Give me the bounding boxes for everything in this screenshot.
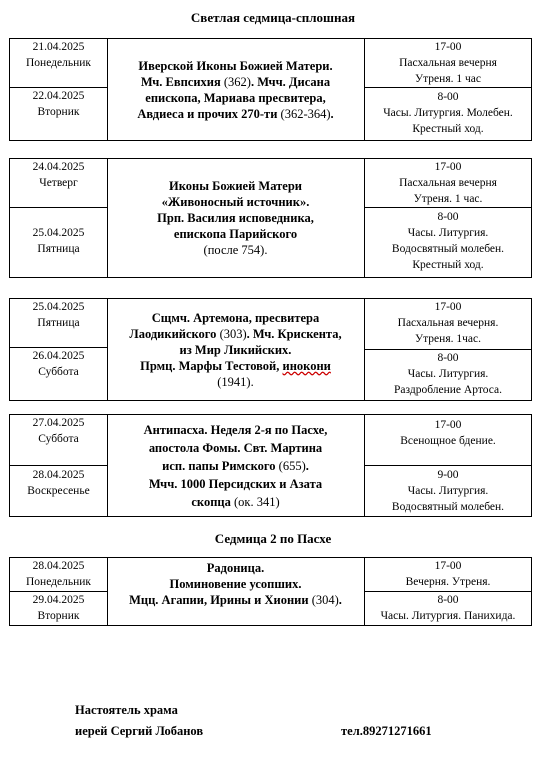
- service-line: Часы. Литургия. Молебен.: [383, 107, 513, 119]
- feast-line: исп. папы Римского (655).: [162, 458, 309, 473]
- service-line: Пасхальная вечерня.: [397, 317, 499, 329]
- feast-description: [108, 299, 363, 400]
- day-cell: [10, 467, 107, 499]
- service-line: Утреня. 1час.: [415, 333, 481, 345]
- schedule-block-5: [9, 557, 532, 626]
- service-time: 17-00: [434, 301, 462, 313]
- services-column: [364, 558, 531, 625]
- service-line: Крестный ход.: [412, 123, 484, 135]
- services-column: [364, 415, 531, 516]
- service-cell: [365, 39, 531, 87]
- services-column: [364, 39, 531, 140]
- feast-line: Авдиеса и прочих 270-ти (362-364).: [137, 106, 334, 121]
- feast-line: епископа, Мариава пресвитера,: [145, 90, 326, 105]
- dates-column: [10, 299, 108, 400]
- service-time: 8-00: [437, 352, 459, 364]
- feast-line: Иконы Божией Матери: [168, 179, 302, 193]
- feast-line: скопца (ок. 341): [191, 494, 280, 509]
- weekday-text: Воскресенье: [27, 485, 90, 497]
- feast-description: [108, 39, 363, 140]
- dates-column: [10, 558, 108, 625]
- service-time: 8-00: [437, 594, 459, 606]
- service-cell: [365, 299, 531, 347]
- feast-line: Поминовение усопших.: [169, 577, 302, 591]
- date-text: 28.04.2025: [32, 560, 85, 572]
- service-line: Часы. Литургия.: [407, 227, 489, 239]
- feast-line: Мчч. 1000 Персидских и Азата: [148, 476, 323, 491]
- weekday-text: Вторник: [37, 106, 80, 118]
- section-title-bright-week: Светлая седмица-сплошная: [190, 10, 356, 25]
- feast-line: Антипасха. Неделя 2-я по Пасхе,: [143, 422, 328, 437]
- feast-line: апостола Фомы. Свт. Мартина: [148, 440, 323, 455]
- day-cell: [10, 225, 107, 257]
- feast-line: Сщмч. Артемона, пресвитера: [151, 310, 320, 325]
- service-cell: [365, 417, 531, 449]
- service-cell: [365, 159, 531, 207]
- feast-line: Прмц. Марфы Тестовой, инокони: [140, 358, 331, 373]
- service-time: 8-00: [437, 91, 459, 103]
- feast-line: Мч. Евпсихия (362). Мчч. Дисана: [140, 74, 331, 89]
- service-time: 17-00: [434, 161, 462, 173]
- signature-block: [75, 700, 203, 742]
- service-cell: [365, 467, 531, 515]
- service-line: Утреня. 1 час: [415, 73, 481, 85]
- weekday-text: Пятница: [37, 317, 80, 329]
- feast-description: [108, 415, 363, 516]
- date-text: 27.04.2025: [32, 417, 85, 429]
- service-line: Крестный ход.: [412, 259, 484, 271]
- service-time: 17-00: [434, 41, 462, 53]
- section-title-second-week: Седмица 2 по Пасхе: [214, 531, 332, 546]
- date-text: 25.04.2025: [32, 227, 85, 239]
- service-line: Часы. Литургия.: [407, 485, 489, 497]
- service-line: Пасхальная вечерня: [399, 177, 497, 189]
- day-cell: [10, 592, 107, 624]
- weekday-text: Суббота: [38, 433, 79, 445]
- date-text: 29.04.2025: [32, 594, 85, 606]
- weekday-text: Понедельник: [26, 57, 91, 69]
- feast-line: Мцц. Агапии, Ирины и Хионии (304).: [129, 593, 342, 607]
- service-line: Водосвятный молебен.: [391, 501, 505, 513]
- services-column: [364, 159, 531, 277]
- day-cell: [10, 159, 107, 191]
- feast-line: «Живоносный источник».: [161, 195, 310, 209]
- service-time: 17-00: [434, 560, 462, 572]
- weekday-text: Четверг: [39, 177, 78, 189]
- day-cell: [10, 415, 107, 447]
- schedule-block-4: [9, 414, 532, 517]
- service-cell: [365, 592, 531, 624]
- phone-number: тел.89271271661: [341, 724, 432, 738]
- date-text: 26.04.2025: [32, 350, 85, 362]
- feast-line: Иверской Иконы Божией Матери.: [138, 58, 333, 73]
- feast-line: Лаодикийского (303). Мч. Крискента,: [129, 326, 342, 341]
- feast-line: Радоница.: [206, 561, 265, 575]
- service-time: 8-00: [437, 211, 459, 223]
- feast-description: [108, 159, 363, 277]
- service-line: Раздробление Артоса.: [394, 384, 502, 396]
- day-cell: [10, 39, 107, 71]
- feast-description: [108, 558, 363, 625]
- rector-title: Настоятель храма: [75, 703, 178, 717]
- service-cell: [365, 350, 531, 398]
- weekday-text: Вторник: [37, 610, 80, 622]
- day-cell: [10, 348, 107, 380]
- weekday-text: Пятница: [37, 243, 80, 255]
- date-text: 28.04.2025: [32, 469, 85, 481]
- feast-line: Прп. Василия исповедника,: [157, 211, 314, 225]
- service-line: Утреня. 1 час.: [413, 193, 483, 205]
- schedule-block-3: [9, 298, 532, 401]
- day-cell: [10, 88, 107, 120]
- service-cell: [365, 209, 531, 273]
- service-line: Часы. Литургия.: [407, 368, 489, 380]
- rector-name: иерей Сергий Лобанов: [75, 724, 204, 738]
- schedule-block-2: [9, 158, 532, 278]
- feast-line: епископа Парийского: [173, 227, 298, 241]
- schedule-block-1: [9, 38, 532, 141]
- service-cell: [365, 89, 531, 137]
- feast-line: (после 754).: [203, 243, 268, 257]
- service-cell: [365, 558, 531, 590]
- day-cell: [10, 299, 107, 331]
- day-cell: [10, 558, 107, 590]
- service-line: Всенощное бдение.: [400, 435, 496, 447]
- date-text: 21.04.2025: [32, 41, 85, 53]
- service-line: Вечерня. Утреня.: [405, 576, 491, 588]
- weekday-text: Понедельник: [26, 576, 91, 588]
- weekday-text: Суббота: [38, 366, 79, 378]
- dates-column: [10, 415, 108, 516]
- feast-line: из Мир Ликийских.: [179, 342, 292, 357]
- service-time: 9-00: [437, 469, 459, 481]
- services-column: [364, 299, 531, 400]
- date-text: 25.04.2025: [32, 301, 85, 313]
- service-time: 17-00: [434, 419, 462, 431]
- dates-column: [10, 159, 108, 277]
- dates-column: [10, 39, 108, 140]
- service-line: Пасхальная вечерня: [399, 57, 497, 69]
- date-text: 22.04.2025: [32, 90, 85, 102]
- service-line: Водосвятный молебен.: [391, 243, 505, 255]
- feast-line: (1941).: [217, 374, 254, 389]
- date-text: 24.04.2025: [32, 161, 85, 173]
- service-line: Часы. Литургия. Панихида.: [380, 610, 516, 622]
